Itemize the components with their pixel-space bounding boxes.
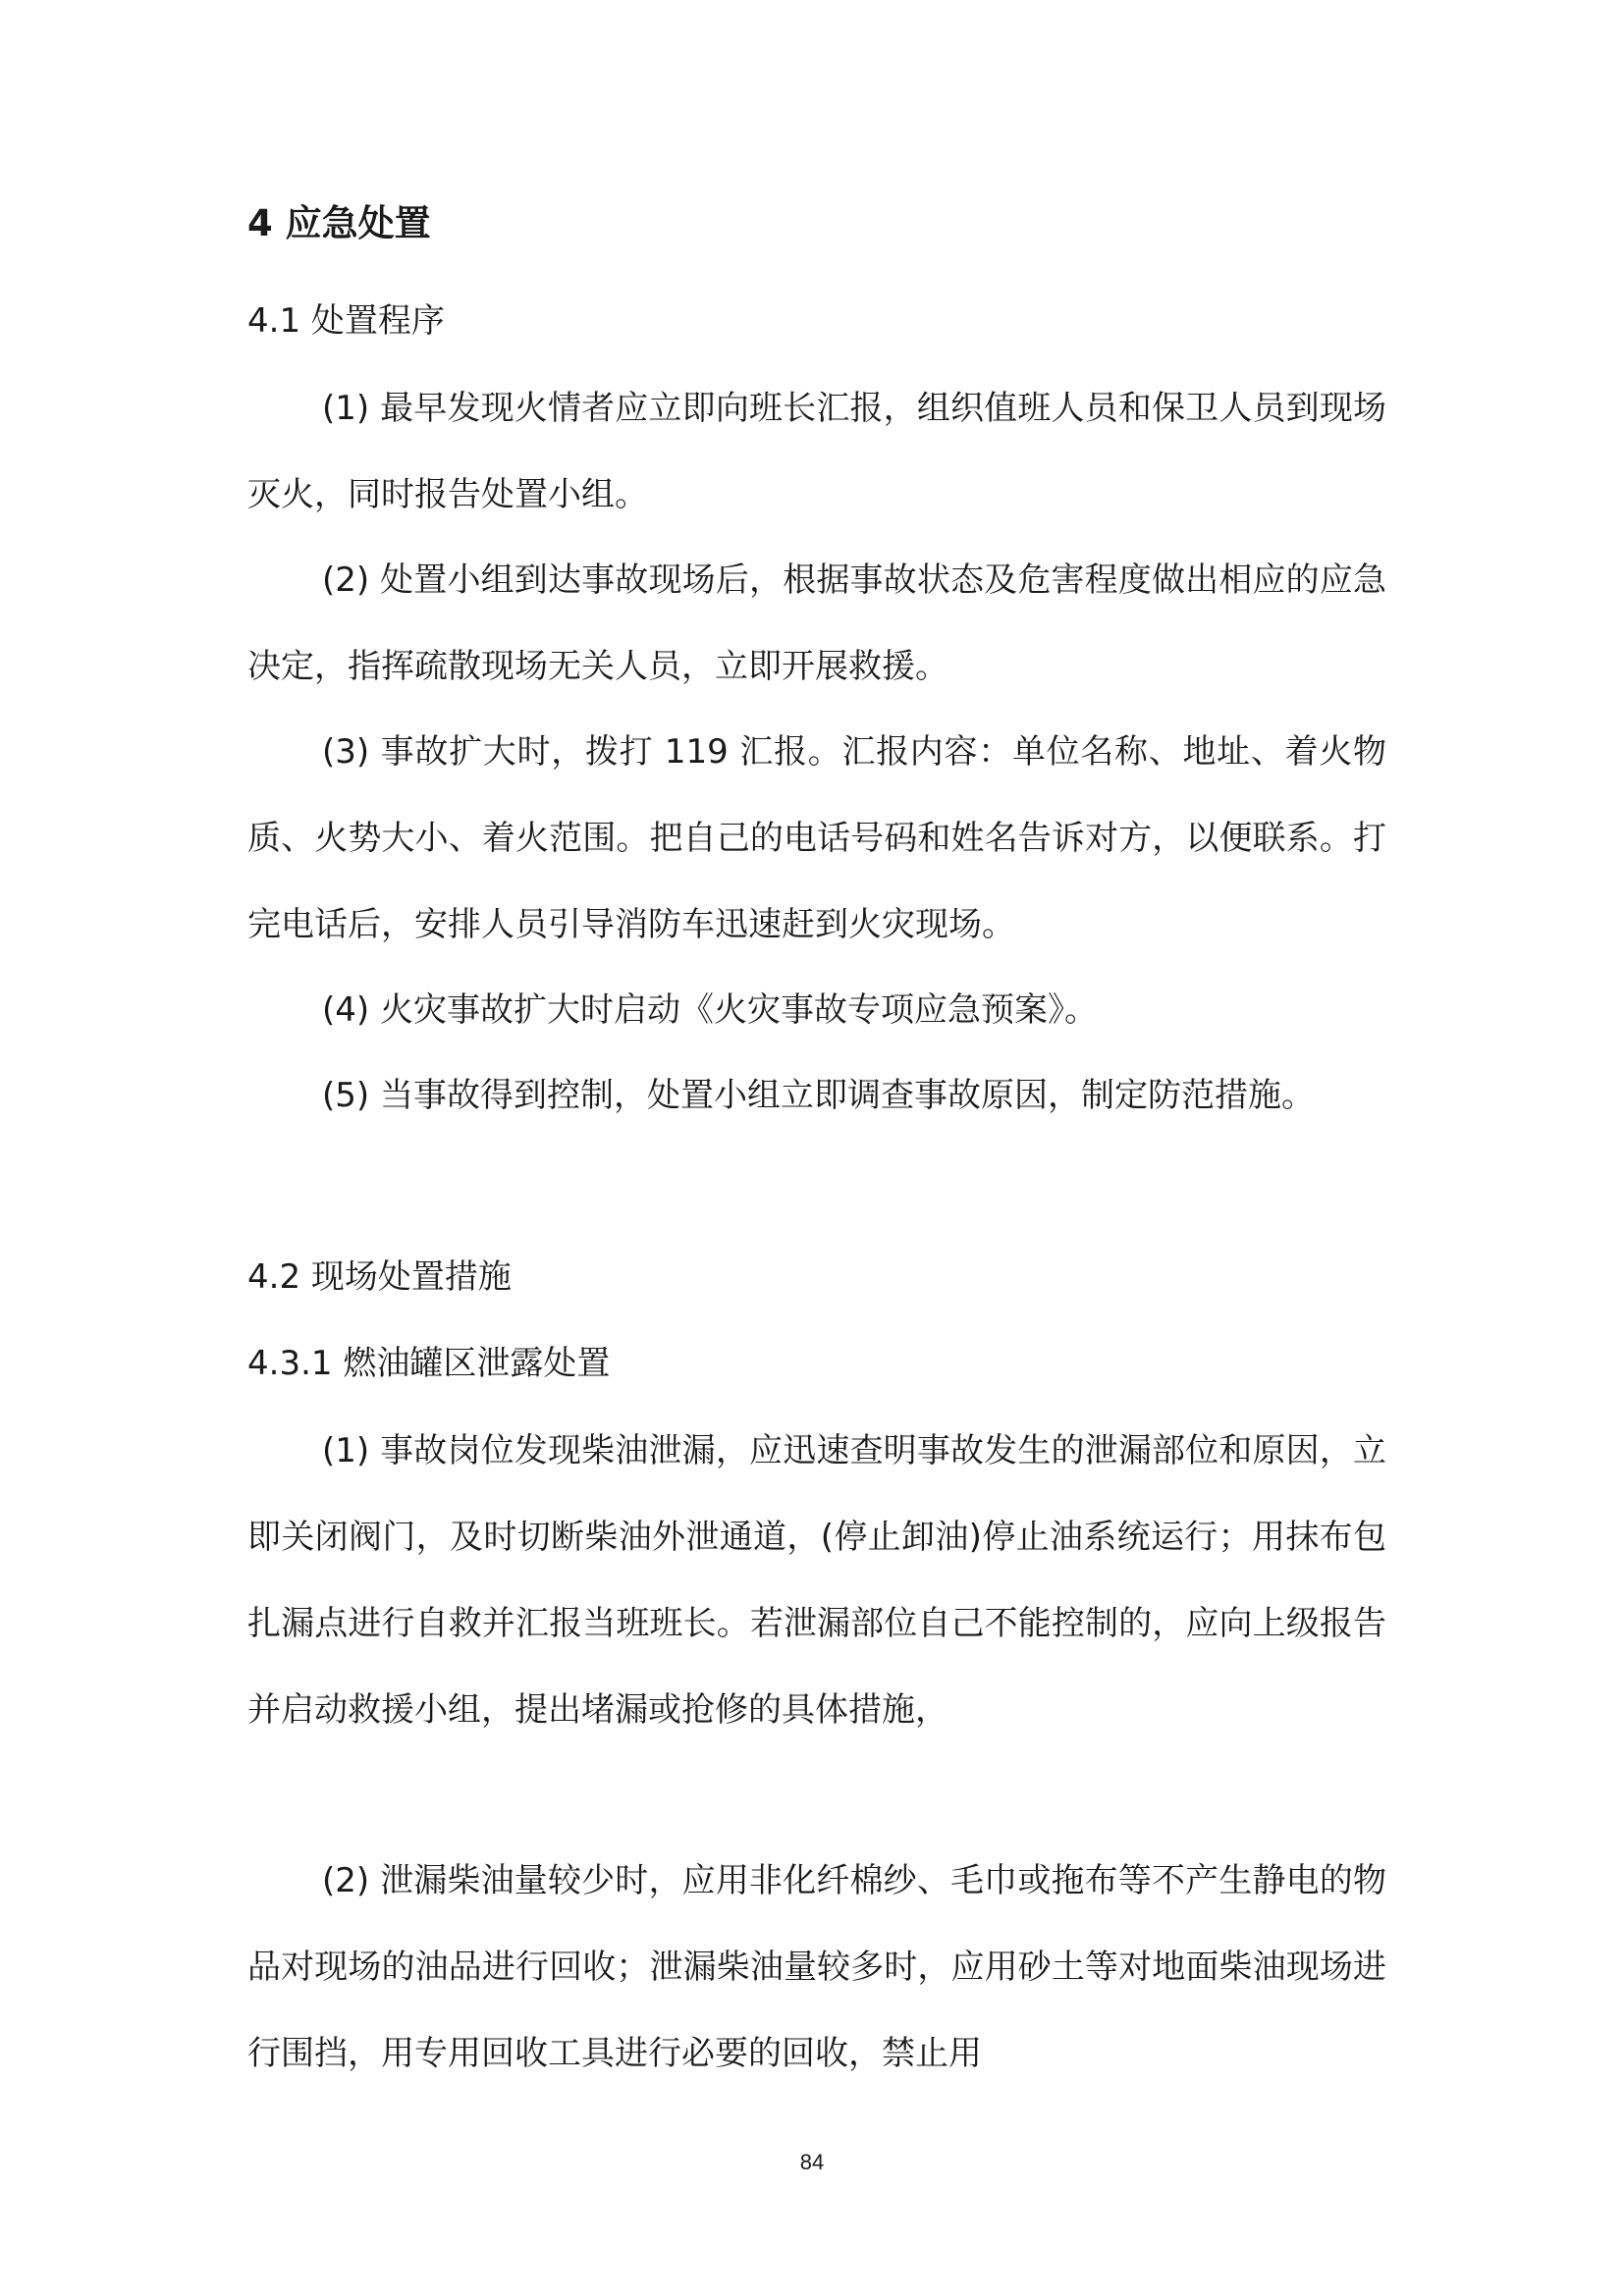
section-4-heading: 4 应急处置 xyxy=(247,202,431,244)
section-4-1-item-4: (4) 火灾事故扩大时启动《火灾事故专项应急预案》。 xyxy=(322,990,1098,1030)
section-4-1-item-1: (1) 最早发现火情者应立即向班长汇报，组织值班人员和保卫人员到现场灭火，同时报告处置小组。 xyxy=(247,389,1386,514)
section-4-3-1-item-1: (1) 事故岗位发现柴油泄漏，应迅速查明事故发生的泄漏部位和原因，立即关闭阀门，及时切断柴油外泄通道，(停止卸油)停止油系统运行；用抹布包扎漏点进行自救并汇报当班班长。若泄漏部位自己不能控制的，应向上级报告并启动救援小组，提出堵漏或抢修的具体措施， xyxy=(247,1431,1386,1730)
section-4-3-1-heading: 4.3.1 燃油罐区泄露处置 xyxy=(247,1344,611,1383)
section-4-1-item-2: (2) 处置小组到达事故现场后，根据事故状态及危害程度做出相应的应急决定，指挥疏散现场无关人员，立即开展救援。 xyxy=(247,561,1386,686)
section-4-1-heading: 4.1 处置程序 xyxy=(247,301,445,341)
section-4-2-heading: 4.2 现场处置措施 xyxy=(247,1257,512,1297)
section-4-1-item-3: (3) 事故扩大时，拨打 119 汇报。汇报内容：单位名称、地址、着火物质、火势大小、着火范围。把自己的电话号码和姓名告诉对方，以便联系。打完电话后，安排人员引导消防车迅速赶到火灾现场。 xyxy=(247,732,1386,944)
section-4-3-1-item-2: (2) 泄漏柴油量较少时，应用非化纤棉纱、毛巾或拖布等不产生静电的物品对现场的油品进行回收；泄漏柴油量较多时，应用砂土等对地面柴油现场进行围挡，用专用回收工具进行必要的回收，禁止用 xyxy=(247,1861,1386,2073)
section-4-1-item-5: (5) 当事故得到控制，处置小组立即调查事故原因，制定防范措施。 xyxy=(322,1076,1315,1115)
page-number: 84 xyxy=(799,2150,825,2174)
